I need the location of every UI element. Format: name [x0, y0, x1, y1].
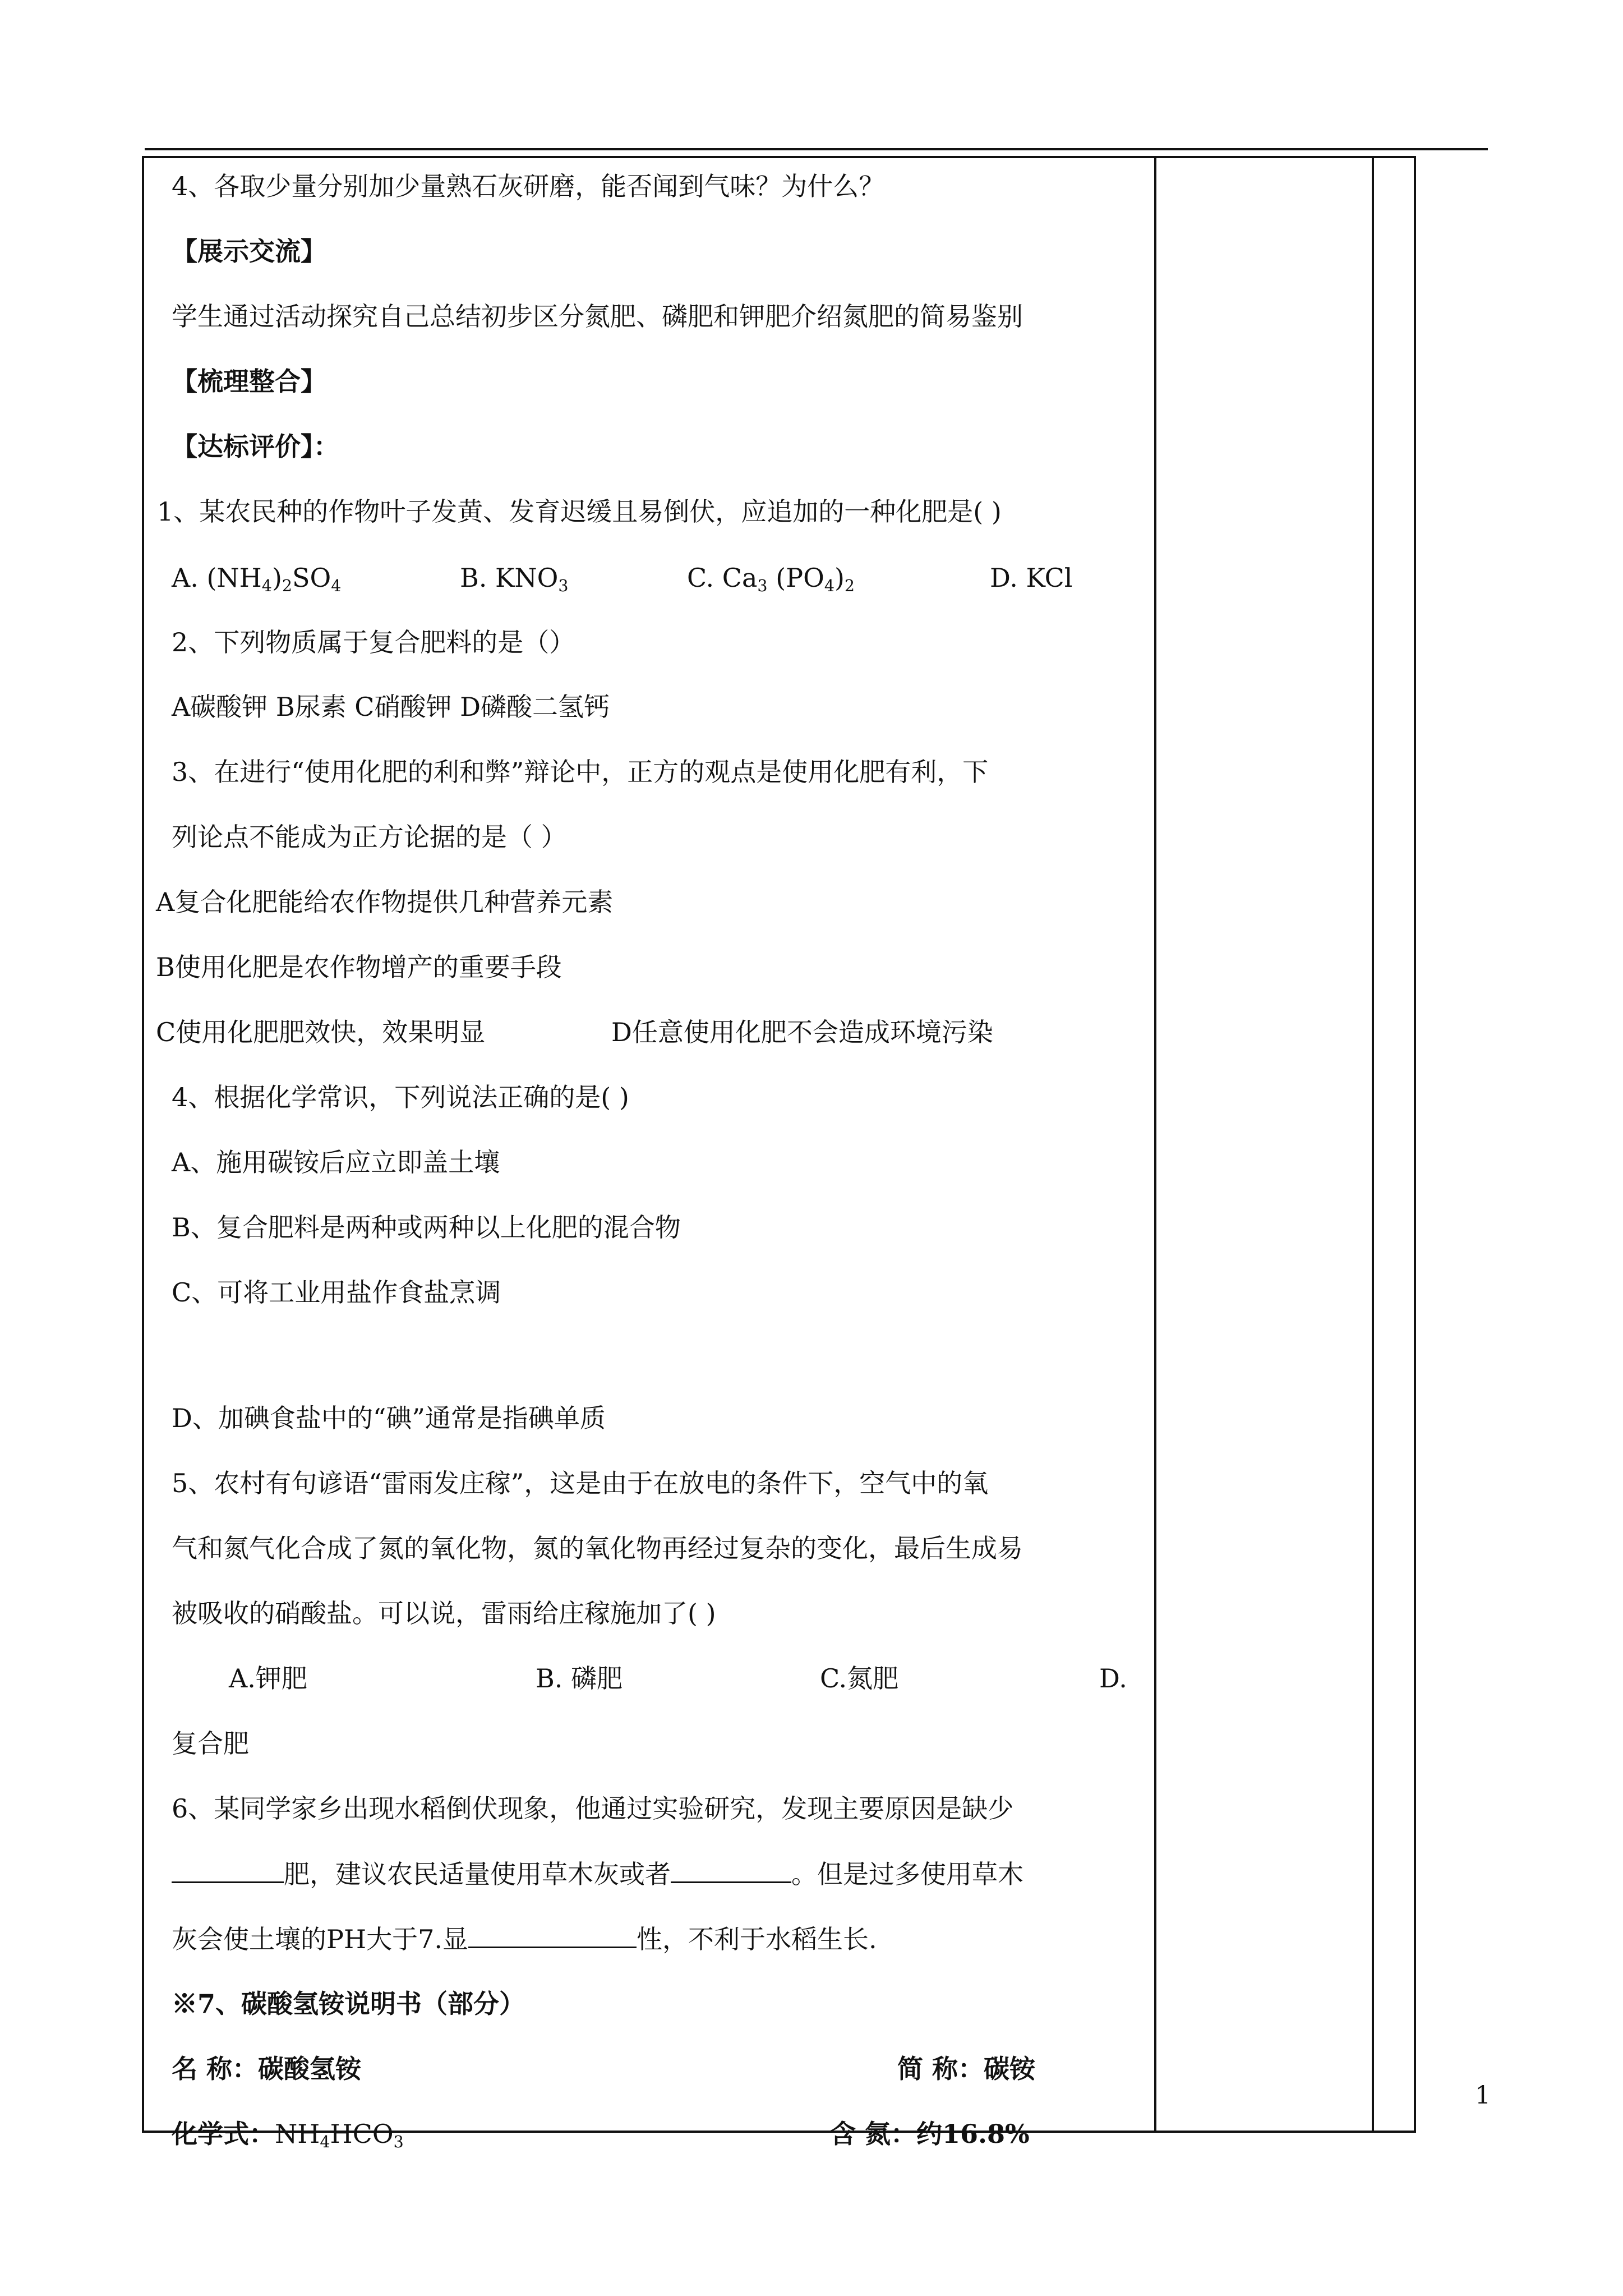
question-3-option-d: D任意使用化肥不会造成环境污染 — [611, 1017, 993, 1047]
question-1: 1、某农民种的作物叶子发黄、发育迟缓且易倒伏，应追加的一种化肥是( ) — [157, 496, 1002, 527]
question-5-line-2: 气和氮气化合成了氮的氧化物，氮的氧化物再经过复杂的变化，最后生成易 — [172, 1533, 1023, 1563]
column-divider-2 — [1372, 156, 1374, 2133]
question-4: 4、根据化学常识，下列说法正确的是( ) — [172, 1082, 629, 1112]
question-5-line-1: 5、农村有句谚语“雷雨发庄稼”，这是由于在放电的条件下，空气中的氧 — [172, 1468, 989, 1498]
question-7-title: ※7、碳酸氢铵说明书（部分） — [172, 1989, 525, 2019]
question-4-option-a: A、施用碳铵后应立即盖土壤 — [172, 1147, 500, 1177]
nitrogen-content: 含 氮：约16.8% — [830, 2119, 1030, 2149]
show-exchange-text: 学生通过活动探究自己总结初步区分氮肥、磷肥和钾肥介绍氮肥的简易鉴别 — [172, 301, 1023, 332]
heading-evaluation: 【达标评价】： — [172, 431, 339, 462]
question-4-prev: 4、各取少量分别加少量熟石灰研磨，能否闻到气味？为什么？ — [172, 171, 885, 201]
question-3-line-2: 列论点不能成为正方论据的是（ ） — [172, 822, 567, 852]
answer-blank-3[interactable] — [468, 1922, 637, 1948]
question-5-option-d: D. — [1099, 1663, 1127, 1694]
page-number: 1 — [1475, 2081, 1491, 2110]
question-3-line-1: 3、在进行“使用化肥的利和弊”辩论中，正方的观点是使用化肥有利，下 — [172, 757, 989, 787]
question-6-line-3: 灰会使土壤的PH大于7.显 性，不利于水稻生长. — [172, 1922, 877, 1956]
question-6-line-1: 6、某同学家乡出现水稻倒伏现象，他通过实验研究，发现主要原因是缺少 — [172, 1793, 1014, 1824]
question-5-line-3: 被吸收的硝酸盐。可以说，雷雨给庄稼施加了( ) — [172, 1598, 716, 1628]
answer-blank-2[interactable] — [671, 1857, 791, 1883]
product-name: 名 称：碳酸氢铵 — [172, 2054, 362, 2084]
question-5-option-c: C.氮肥 — [820, 1663, 899, 1694]
question-3-option-c: C使用化肥肥效快，效果明显 — [156, 1017, 486, 1047]
question-5-option-d-text: 复合肥 — [172, 1728, 249, 1759]
question-2: 2、下列物质属于复合肥料的是（） — [172, 627, 575, 657]
question-2-options: A碳酸钾 B尿素 C硝酸钾 D磷酸二氢钙 — [172, 692, 610, 722]
heading-show-exchange: 【展示交流】 — [172, 236, 326, 266]
question-5-option-a: A.钾肥 — [229, 1663, 307, 1694]
question-5-option-b: B. 磷肥 — [536, 1663, 623, 1694]
answer-blank-1[interactable] — [172, 1857, 284, 1883]
question-1-option-d: D. KCl — [990, 563, 1073, 593]
question-4-option-b: B、复合肥料是两种或两种以上化肥的混合物 — [172, 1212, 681, 1243]
question-4-option-d: D、加碘食盐中的“碘”通常是指碘单质 — [172, 1403, 606, 1433]
question-1-option-a: A. $(NH_4)_2SO_4$ — [172, 563, 342, 595]
column-divider-1 — [1154, 156, 1156, 2133]
question-1-option-c: C. $Ca_3$ $(PO_4)_2$ — [687, 563, 855, 595]
product-short-name: 简 称：碳铵 — [897, 2054, 1036, 2084]
question-6-line-2: 肥，建议农民适量使用草木灰或者 。但是过多使用草木 — [172, 1857, 1023, 1891]
question-3-option-a: A复合化肥能给农作物提供几种营养元素 — [156, 887, 614, 917]
header-rule — [145, 148, 1488, 150]
heading-sort-integrate: 【梳理整合】 — [172, 366, 326, 397]
question-3-option-b: B使用化肥是农作物增产的重要手段 — [156, 952, 562, 982]
question-4-option-c: C、可将工业用盐作食盐烹调 — [172, 1277, 501, 1308]
chemical-formula: 化学式：$NH_4HCO_3$ — [172, 2119, 404, 2151]
question-1-option-b: B. $KNO_3$ — [460, 563, 569, 595]
